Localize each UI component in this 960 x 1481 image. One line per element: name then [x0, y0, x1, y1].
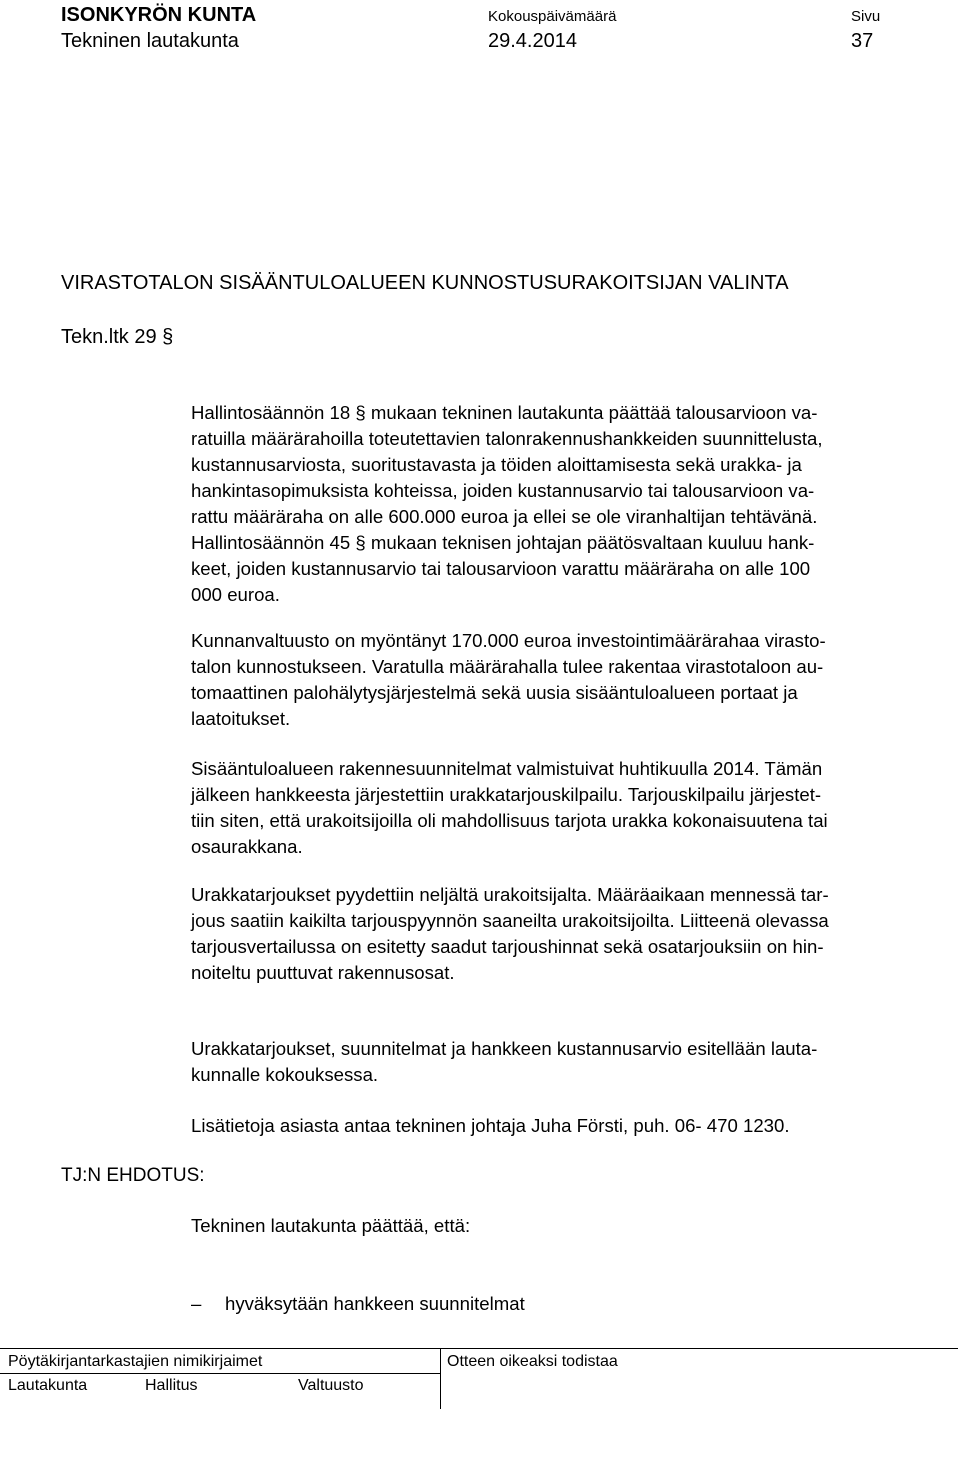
- text-line: Lisätietoja asiasta antaa tekninen johtaja Juha Försti, puh. 06- 470 1230.: [191, 1115, 790, 1136]
- proposal-label: TJ:N EHDOTUS:: [61, 1165, 205, 1186]
- text-line: Kunnanvaltuusto on myöntänyt 170.000 euroa investointimäärärahaa virasto-: [191, 630, 826, 651]
- text-line: tiin siten, että urakoitsijoilla oli mahdollisuus tarjota urakka kokonaisuutena tai: [191, 810, 828, 831]
- decision-item: [191, 1293, 525, 1315]
- paragraph-4: [191, 882, 951, 986]
- meeting-date-label: Kokouspäivämäärä: [488, 8, 617, 25]
- page-number: 37: [851, 30, 874, 52]
- decision-item-text: hyväksytään hankkeen suunnitelmat: [225, 1293, 525, 1314]
- text-line: kustannusarviosta, suoritustavasta ja töiden aloittamisesta sekä urakka- ja: [191, 454, 802, 475]
- text-line: laatoitukset.: [191, 708, 291, 729]
- text-line: Urakkatarjoukset pyydettiin neljältä urakoitsijalta. Määräaikaan mennessä tar-: [191, 884, 829, 905]
- paragraph-1: [191, 400, 951, 608]
- text-line: Urakkatarjoukset, suunnitelmat ja hankkeen kustannusarvio esitellään lauta-: [191, 1038, 818, 1059]
- text-line: rattu määräraha on alle 600.000 euroa ja ellei se ole viranhaltijan tehtävänä.: [191, 506, 818, 527]
- text-line: keet, joiden kustannusarvio tai talousarvioon varattu määräraha on alle 100: [191, 558, 811, 579]
- copy-certification-label: Otteen oikeaksi todistaa: [447, 1353, 618, 1370]
- meeting-date: 29.4.2014: [488, 30, 577, 52]
- paragraph-2: [191, 628, 951, 732]
- paragraph-3: [191, 756, 951, 860]
- footer-body-hallitus: Hallitus: [145, 1377, 198, 1394]
- board-name: Tekninen lautakunta: [61, 30, 239, 52]
- signatures-label: Pöytäkirjantarkastajien nimikirjaimet: [8, 1353, 263, 1370]
- text-line: hankintasopimuksista kohteissa, joiden kustannusarvio tai talousarvioon va-: [191, 480, 815, 501]
- text-line: Hallintosäännön 18 § mukaan tekninen lautakunta päättää talousarvioon va-: [191, 402, 818, 423]
- footer-table: [0, 1348, 958, 1409]
- footer-divider: [440, 1349, 441, 1409]
- page-label: Sivu: [851, 8, 881, 25]
- organization-name: ISONKYRÖN KUNTA: [61, 4, 257, 26]
- dash-bullet-icon: –: [191, 1293, 202, 1314]
- text-line: noiteltu puuttuvat rakennusosat.: [191, 962, 455, 983]
- text-line: kunnalle kokouksessa.: [191, 1064, 379, 1085]
- text-line: jous saatiin kaikilta tarjouspyynnön saaneilta urakoitsijoilta. Liitteenä olevassa: [191, 910, 829, 931]
- text-line: talon kunnostukseen. Varatulla määrärahalla tulee rakentaa virastotaloon au-: [191, 656, 824, 677]
- text-line: osaurakkana.: [191, 836, 303, 857]
- text-line: Hallintosäännön 45 § mukaan teknisen johtajan päätösvaltaan kuuluu hank-: [191, 532, 815, 553]
- text-line: tomaattinen palohälytysjärjestelmä sekä uusia sisääntuloalueen portaat ja: [191, 682, 798, 703]
- paragraph-5: [191, 1036, 951, 1088]
- decision-intro: Tekninen lautakunta päättää, että:: [191, 1215, 471, 1236]
- text-line: 000 euroa.: [191, 584, 280, 605]
- text-line: jälkeen hankkeesta järjestettiin urakkatarjouskilpailu. Tarjouskilpailu järjestet-: [191, 784, 822, 805]
- text-line: Sisääntuloalueen rakennesuunnitelmat valmistuivat huhtikuulla 2014. Tämän: [191, 758, 823, 779]
- text-line: ratuilla määrärahoilla toteutettavien talonrakennushankkeiden suunnittelusta,: [191, 428, 823, 449]
- footer-body-valtuusto: Valtuusto: [298, 1377, 364, 1394]
- footer-divider: [0, 1373, 440, 1374]
- section-reference: Tekn.ltk 29 §: [61, 326, 174, 348]
- footer-body-lautakunta: Lautakunta: [8, 1377, 88, 1394]
- document-title: VIRASTOTALON SISÄÄNTULOALUEEN KUNNOSTUSURAKOITSIJAN VALINTA: [61, 272, 789, 294]
- text-line: tarjousvertailussa on esitetty saadut tarjoushinnat sekä osatarjouksiin on hin-: [191, 936, 824, 957]
- paragraph-6: [191, 1113, 951, 1139]
